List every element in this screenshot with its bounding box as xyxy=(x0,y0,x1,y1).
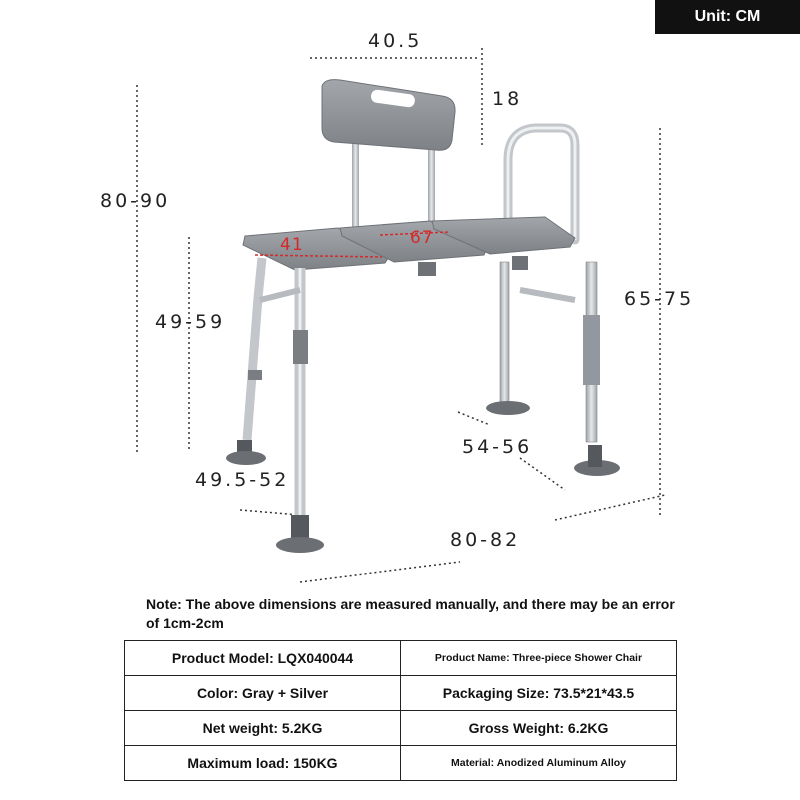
dim-total-length: 80-82 xyxy=(450,529,521,551)
dim-leg-span-right: 54-56 xyxy=(462,436,533,458)
spec-packaging-size: Packaging Size: 73.5*21*43.5 xyxy=(401,676,677,711)
spec-net-weight: Net weight: 5.2KG xyxy=(125,711,401,746)
dim-line-span-left xyxy=(240,510,300,515)
measurement-note: Note: The above dimensions are measured manually, and there may be an error of 1cm-2cm xyxy=(146,596,675,631)
foot-back-left xyxy=(486,401,530,415)
seat-depth-label: 41 xyxy=(280,235,304,255)
spec-row xyxy=(125,711,677,746)
spec-table xyxy=(124,640,677,781)
foot-front-left xyxy=(226,451,266,465)
spec-product-model: Product Model: LQX040044 xyxy=(125,641,401,676)
spec-maximum-load: Maximum load: 150KG xyxy=(125,746,401,781)
dim-backrest-height: 18 xyxy=(492,88,523,110)
backrest xyxy=(322,80,455,235)
spec-row xyxy=(125,676,677,711)
spec-row xyxy=(125,641,677,676)
spec-color: Color: Gray + Silver xyxy=(125,676,401,711)
unit-label: Unit: CM xyxy=(694,8,761,25)
dim-leg-span-left: 49.5-52 xyxy=(195,469,290,491)
dim-backrest-width: 40.5 xyxy=(368,30,423,52)
dim-line-span-right-a xyxy=(458,412,490,425)
spec-material: Material: Anodized Aluminum Alloy xyxy=(401,746,677,781)
seat-length-label: 67 xyxy=(410,228,434,248)
spec-product-name: Product Name: Three-piece Shower Chair xyxy=(401,641,677,676)
dim-line-length-left xyxy=(300,562,460,582)
dim-total-height: 80-90 xyxy=(100,190,171,212)
dim-line-length-right xyxy=(555,495,665,520)
spec-row xyxy=(125,746,677,781)
dim-line-span-right-b xyxy=(520,458,565,490)
dim-right-height: 65-75 xyxy=(624,288,695,310)
spec-gross-weight: Gross Weight: 6.2KG xyxy=(401,711,677,746)
foot-front-right xyxy=(276,537,324,553)
dim-seat-height: 49-59 xyxy=(155,311,226,333)
